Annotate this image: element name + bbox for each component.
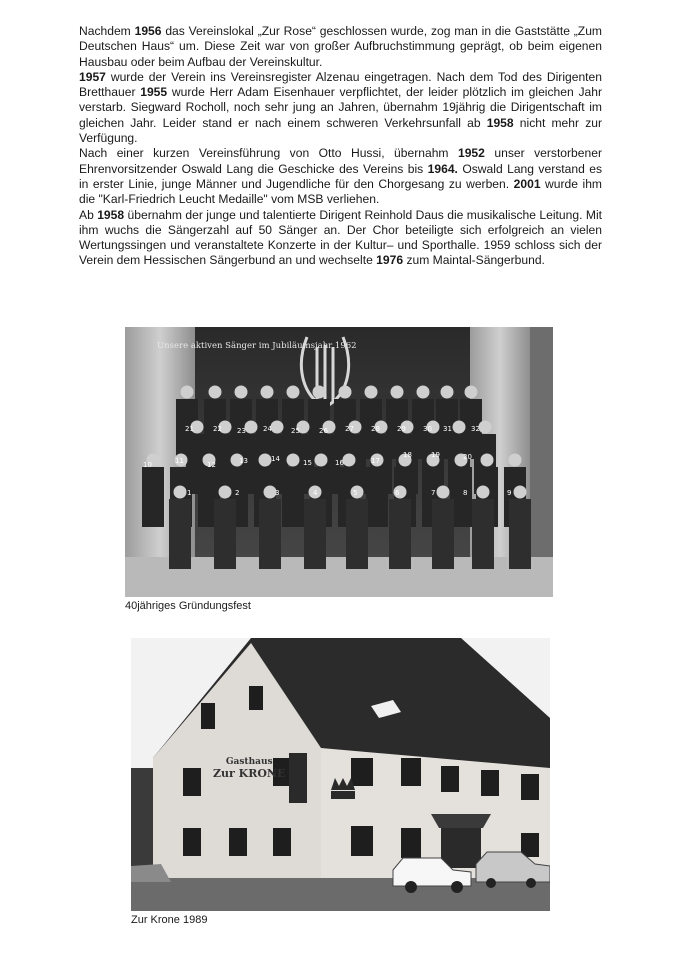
- person-number: 13: [239, 457, 248, 465]
- person-number: 11: [175, 457, 184, 465]
- person-number: 26: [319, 427, 328, 435]
- singer-face: [219, 486, 232, 499]
- singer-figure: [142, 467, 164, 527]
- singer-face: [261, 386, 274, 399]
- singer-face: [313, 386, 326, 399]
- singer-face: [477, 486, 490, 499]
- text-run: Ab: [79, 207, 98, 222]
- singer-face: [271, 421, 284, 434]
- singer-face: [259, 454, 272, 467]
- text-run: nicht mehr zur Verfügung.: [79, 115, 602, 146]
- text-run: Nachdem: [79, 24, 135, 38]
- singer-face: [453, 421, 466, 434]
- singer-figure: [509, 499, 531, 569]
- building-photo-caption: Zur Krone 1989: [131, 914, 208, 926]
- bold-year: 2001: [513, 176, 541, 191]
- choir-photo-drawing: [125, 327, 553, 597]
- person-number: 21: [185, 425, 194, 433]
- singer-figure: [214, 499, 236, 569]
- singer-figure: [282, 467, 304, 527]
- singer-figure: [389, 499, 411, 569]
- krone-photo-drawing: [131, 638, 550, 911]
- person-number: 15: [303, 459, 312, 467]
- text-run: zum Maintal-Sängerbund.: [403, 253, 545, 268]
- singer-face: [365, 386, 378, 399]
- choir-group-photo: [125, 327, 553, 597]
- bold-year: 1958: [486, 115, 514, 130]
- sign-line-1: Gasthaus: [225, 757, 273, 767]
- singer-face: [417, 386, 430, 399]
- person-number: 3: [275, 489, 280, 497]
- person-number: 30: [423, 425, 432, 433]
- text-run: Nach einer kurzen Vereinsführung von Otto Hussi, übernahm: [79, 146, 458, 161]
- singer-figure: [366, 467, 388, 527]
- singer-face: [479, 421, 492, 434]
- person-number: 10: [143, 461, 152, 469]
- bold-year: 1956: [134, 24, 162, 38]
- person-number: 9: [507, 489, 512, 497]
- text-run: wurde Herr Adam Eisenhauer verpflichtet, der leider plötzlich im gleichen Jahr verstarb. Siegward Rocholl, noch sehr jung an Jahren, übernahm 19jährig die Dirigentschaft im gleichen Jahr. Leider stand er nach einem schweren Verkehrsunfall ab: [79, 85, 602, 130]
- person-number: 32: [471, 425, 480, 433]
- paragraph: [79, 208, 602, 269]
- singer-figure: [169, 499, 191, 569]
- person-number: 5: [353, 489, 358, 497]
- person-number: 22: [213, 425, 222, 433]
- bold-year: 1955: [140, 85, 168, 100]
- text-run: das Vereinslokal „Zur Rose“ geschlossen wurde, zog man in die Gaststätte „Zum Deutschen Haus“ um. Diese Zeit war von großer Aufbruchstimmung geprägt, ob beim eigenen Hausbau oder beim Aufbau der Vereinskultur.: [79, 24, 602, 69]
- singer-figure: [472, 499, 494, 569]
- group-photo-caption: 40jähriges Gründungsfest: [125, 600, 251, 612]
- text-run: wurde ihm die "Karl-Friedrich Leucht Medaille" vom MSB verliehen.: [79, 176, 602, 207]
- person-number: 18: [403, 451, 412, 459]
- text-run: übernahm der junge und talentierte Dirigent Reinhold Daus die musikalische Leitung. Mit ihm wuchs die Sängerzahl auf 50 Sänger an. Der Chor beteiligte sich erfolgreich an vielen Wertungssingen und veranstaltete Konzerte in der Kultur– und Sporthalle. 1959 schloss sich der Verein dem Hessischen Sängerbund an und wechselte: [79, 207, 602, 268]
- gasthaus-sign: [213, 756, 285, 780]
- text-run: unser verstorbener Ehrenvorsitzender Oswald Lang die Geschicke des Vereins bis: [79, 146, 602, 176]
- person-number: 24: [263, 425, 272, 433]
- person-number: 19: [431, 451, 440, 459]
- singer-face: [465, 386, 478, 399]
- bold-year: 1976: [376, 253, 404, 268]
- singer-face: [509, 454, 522, 467]
- singer-face: [437, 486, 450, 499]
- paragraph: [79, 146, 602, 207]
- paragraph: [79, 70, 602, 146]
- singer-face: [235, 386, 248, 399]
- singer-face: [339, 386, 352, 399]
- person-number: 14: [271, 455, 280, 463]
- singer-face: [514, 486, 527, 499]
- singer-figure: [432, 499, 454, 569]
- singer-face: [315, 454, 328, 467]
- singer-face: [174, 486, 187, 499]
- paragraph: [79, 24, 602, 70]
- bold-year: 1964.: [427, 161, 458, 176]
- singer-face: [209, 386, 222, 399]
- person-number: 12: [207, 461, 216, 469]
- bold-year: 1958: [97, 207, 125, 222]
- person-number: 25: [291, 427, 300, 435]
- article-text: [79, 24, 602, 269]
- person-number: 27: [345, 425, 354, 433]
- bold-year: 1957: [79, 69, 106, 84]
- person-number: 23: [237, 427, 246, 435]
- person-number: 6: [395, 489, 400, 497]
- person-number: 31: [443, 425, 452, 433]
- text-run: Oswald Lang verstand es in erster Linie, junge Männer und Jugendliche für den Chorgesang zu werben.: [79, 161, 602, 191]
- person-number: 17: [371, 457, 380, 465]
- person-number: 16: [335, 459, 344, 467]
- singer-figure: [346, 499, 368, 569]
- singer-face: [441, 386, 454, 399]
- person-number: 1: [187, 489, 192, 497]
- person-number: 20: [463, 453, 472, 461]
- person-number: 2: [235, 489, 240, 497]
- person-number: 8: [463, 489, 468, 497]
- person-number: 29: [397, 425, 406, 433]
- singer-face: [287, 386, 300, 399]
- singer-figure: [259, 499, 281, 569]
- sign-line-2: Zur KRONE: [213, 767, 286, 780]
- singer-figure: [304, 499, 326, 569]
- singer-face: [343, 454, 356, 467]
- singer-face: [287, 454, 300, 467]
- singer-face: [181, 386, 194, 399]
- person-number: 28: [371, 425, 380, 433]
- singer-face: [391, 386, 404, 399]
- bold-year: 1952: [457, 146, 485, 161]
- person-number: 7: [431, 489, 436, 497]
- photo-inscription: Unsere aktiven Sänger im Jubiläumsjahr 1962: [157, 341, 357, 351]
- person-number: 4: [313, 489, 318, 497]
- singer-face: [481, 454, 494, 467]
- gasthaus-krone-photo: [131, 638, 550, 911]
- singer-face: [245, 421, 258, 434]
- text-run: wurde der Verein ins Vereinsregister Alzenau eingetragen. Nach dem Tod des Dirigenten Bretthauer: [79, 69, 602, 100]
